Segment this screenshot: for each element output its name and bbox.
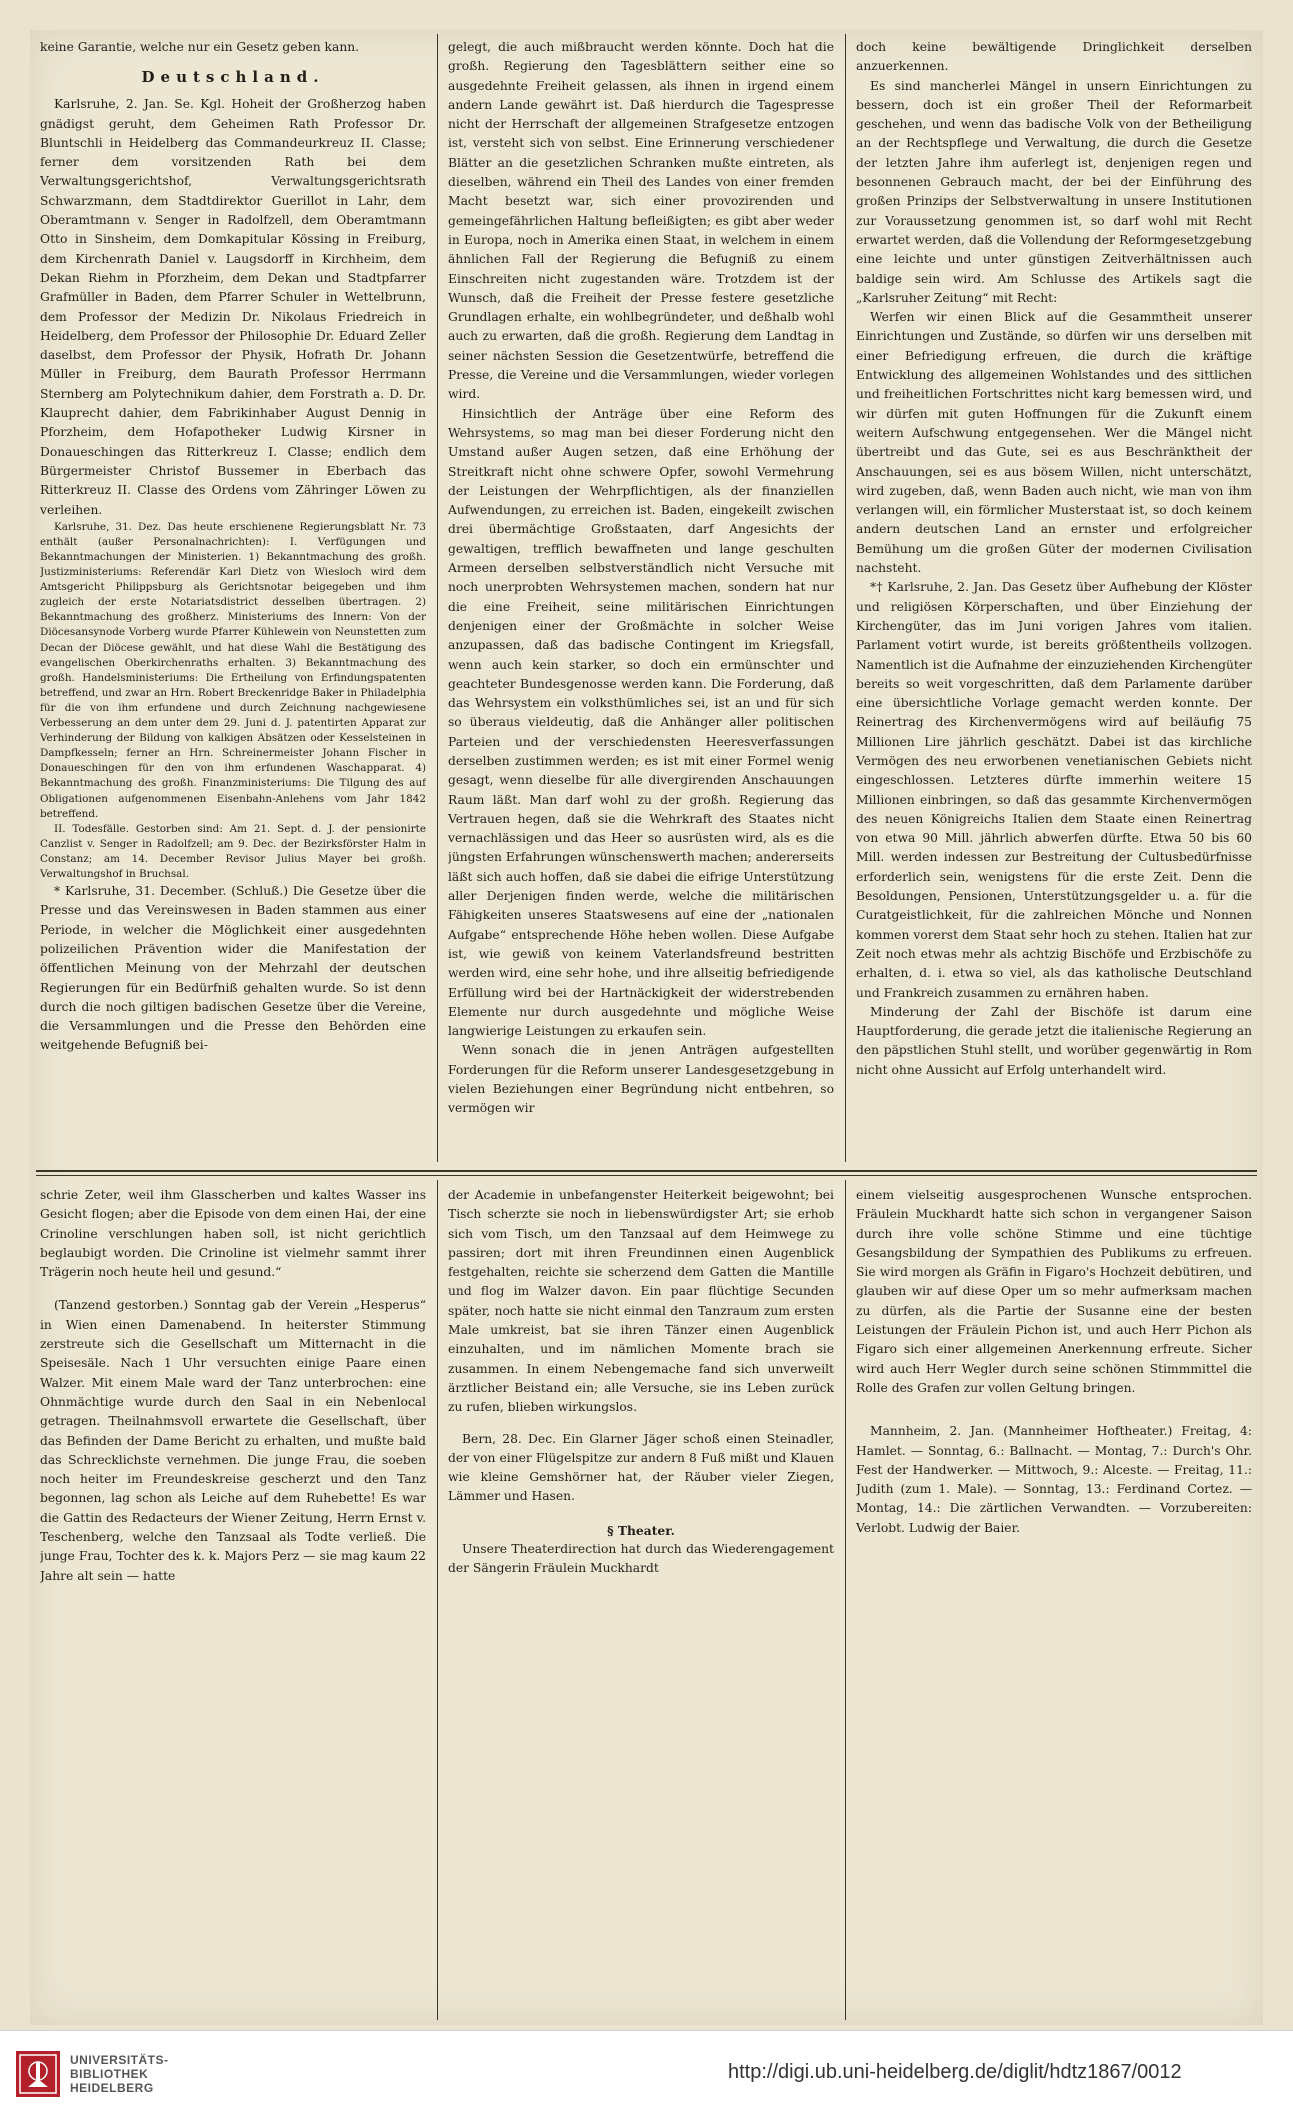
paragraph: Minderung der Zahl der Bischöfe ist darum eine Hauptforderung, die gerade jetzt die italienische Regierung an den päpstlichen Stuhl stellt, und worüber gegenwärtig in Rom nicht ohne Aussicht auf Erfolg unterhandelt wird. [856,1004,1252,1077]
paragraph: Hinsichtlich der Anträge über eine Reform des Wehrsystems, so mag man bei dieser Forderung nicht den Umstand außer Augen setzen, daß eine Erhöhung der Streitkraft nicht ohne schwere Opfer, sowohl Vermehrung der Leistungen der Wehrpflichtigen, als der finanziellen Aufwendungen, zu erreichen ist. Baden, eingekeilt zwischen drei übermächtige Großstaaten, darf Angesichts der gewaltigen, trefflich bewaffneten und lange geschulten Armeen derselben selbstverständlich nicht Versuche mit noch unerprobten Wehrsystemen machen, sondern hat nur die eine Freiheit, seine militärischen Einrichtungen denjenigen einer der Großmächte in solcher Weise anzupassen, daß das badische Contingent im Kriegsfall, wenn auch kein starker, so doch ein ermünschter und geachteter Bundesgenosse werden kann. Die Forderung, daß das Wehrsystem ein volksthümliches sei, ist an und für sich so überaus vieldeutig, daß die Anhänger aller politischen Parteien und der verschiedensten Heeresverfassungen derselben zustimmen werden; es ist mit einer Formel wenig gesagt, wenn dieselbe für alle divergirenden Anschauungen Raum läßt. Man darf wohl zu der großh. Regierung das Vertrauen hegen, daß sie die Wehrkraft des Staates nicht vernachlässigen und das Heer so ausrüsten wird, als es die jüngsten Erfahrungen wünschenswerth machen; andererseits läßt sich auch hoffen, daß sie dabei die eifrige Unterstützung aller Derjenigen finden werde, welche die militärischen Fähigkeiten unseres Staatswesens auf eine der „nationalen Aufgabe“ entsprechende Höhe heben wollen. Diese Aufgabe ist, wie gewiß von keinem Vaterlandsfreund bestritten werden wird, eine sehr hohe, und ihre allseitig befriedigende Erfüllung wird bei der Hartnäckigkeit der widerstrebenden Elemente nur durch ausgedehnte und mögliche Weise langwierige Leistungen zu erkaufen sein. [448,406,834,1039]
paragraph: einem vielseitig ausgesprochenen Wunsche entsprochen. Fräulein Muckhardt hatte sich schon in vergangener Saison durch ihre volle schöne Stimme und eine tüchtige Gesangsbildung der Sympathien des Publikums zu erfreuen. Sie wird morgen als Gräfin in Figaro's Hochzeit debütiren, und glauben wir auf diese Oper um so mehr aufmerksam machen zu dürfen, als die Partie der Susanne eine der besten Leistungen der Fräulein Pichon ist, und auch Herr Pichon als Figaro sich einer allgemeinen Anerkennung erfreute. Sicher wird auch Herr Wegler durch seine schönen Stimmmittel die Rolle des Grafen zur vollen Geltung bringen. [856,1188,1252,1395]
newspaper-page [30,30,1263,2025]
source-url[interactable]: http://digi.ub.uni-heidelberg.de/diglit/hdtz1867/0012 [728,2061,1182,2083]
column-divider [437,1180,438,2020]
paragraph: schrie Zeter, weil ihm Glasscherben und kaltes Wasser ins Gesicht flogen; aber die Episode von dem einen Hai, der eine Crinoline verschlungen haben soll, ist nicht gerichtlich beglaubigt worden. Die Crinoline ist vielmehr sammt ihrer Trägerin noch heute heil und gesund.“ [40,1188,426,1280]
column-3 [856,38,1252,1160]
section-heading: Deutschland. [141,68,325,87]
paragraph: der Academie in unbefangenster Heiterkeit beigewohnt; bei Tisch scherzte sie noch in liebenswürdigster Art; sie erhob sich vom Tisch, um den Tanzsaal auf dem Heimwege zu passiren; dort mit ihren Freundinnen einen Augenblick festgehalten, reichte sie scherzend dem Gatten die Mantille und flog im Walzer davon. Ein paar flüchtige Secunden später, noch hatte sie nicht einmal den Tanzraum zum ersten Male umkreist, bat sie ihren Tänzer einen Augenblick einzuhalten, und im nämlichen Momente brach sie zusammen. In einem Nebengemache fand sich unverweilt ärztlicher Beistand ein; alle Versuche, sie ins Leben zurück zu rufen, blieben wirkungslos. [448,1188,834,1415]
paragraph: Wenn sonach die in jenen Anträgen aufgestellten Forderungen für die Reform unserer Landesgesetzgebung in vielen Beziehungen einer Begründung nicht entbehren, so vermögen wir [448,1043,834,1116]
column-1 [40,38,426,1160]
paragraph: Karlsruhe, 2. Jan. Se. Kgl. Hoheit der Großherzog haben gnädigst geruht, dem Geheimen Rath Professor Dr. Bluntschli in Heidelberg das Commandeurkreuz II. Classe; ferner dem vorsitzenden Rath bei dem Verwaltungsgerichtshof, Verwaltungsgerichtsrath Schwarzmann, dem Stadtdirektor Guerillot in Lahr, dem Oberamtmann v. Senger in Radolfzell, dem Oberamtmann Otto in Sinsheim, dem Domkapitular Kössing in Freiburg, dem Kirchenrath Daniel v. Laugsdorff in Kirchheim, dem Dekan Riehm in Pforzheim, dem Dekan und Stadtpfarrer Grafmüller in Baden, dem Pfarrer Schuler in Wettelbrunn, dem Professor der Medizin Dr. Nikolaus Friedreich in Heidelberg, dem Professor der Philosophie Dr. Eduard Zeller daselbst, dem Professor der Physik, Hofrath Dr. Johann Müller in Freiburg, dem Baurath Professor Herrmann Sternberg am Polytechnikum dahier, dem Forstrath a. D. Dr. Klauprecht dahier, dem Fabrikinhaber August Dennig in Pforzheim, dem Hofapotheker Ludwig Kirsner in Donaueschingen das Ritterkreuz I. Classe; endlich dem Bürgermeister Christof Bussemer in Eberbach das Ritterkreuz II. Classe des Ordens vom Zähringer Löwen zu verleihen. [40,97,426,517]
paragraph: * Karlsruhe, 31. December. (Schluß.) Die Gesetze über die Presse und das Vereinswesen in Baden stammen aus einer Periode, in welcher die Möglichkeit einer ausgedehnten polizeilichen Prävention wider die Manifestation der öffentlichen Meinung von der Mehrzahl der deutschen Regierungen für ein Bedürfniß gehalten wurde. So ist denn durch die noch giltigen badischen Gesetze über die Vereine, die Versammlungen und die Presse den Behörden eine weitgehende Befugniß bei- [40,884,426,1053]
column-divider [845,1180,846,2020]
column-4 [40,1186,426,2018]
university-seal-icon [14,2049,62,2099]
feuilleton-rule [36,1175,1257,1176]
column-5 [448,1186,834,2018]
paragraph: Es sind mancherlei Mängel in unsern Einrichtungen zu bessern, doch ist ein großer Theil der Reformarbeit geschehen, und wenn das badische Volk von der Betheiligung an der Rechtspflege und Verwaltung, die durch die Gesetze der letzten Jahre ihm auferlegt ist, denjenigen regen und besonnenen Gebrauch macht, der bei der Einführung des großen Prinzips der Selbstverwaltung in unsere Institutionen zur Voraussetzung genommen ist, so darf wohl mit Recht erwartet werden, daß die Vollendung der Reformgesetzgebung eine leichte und unter günstigen Zeitverhältnissen auch baldige sein wird. Am Schlusse des Artikels sagt die „Karlsruher Zeitung“ mit Recht: [856,78,1252,305]
paragraph-small: Karlsruhe, 31. Dez. Das heute erschienene Regierungsblatt Nr. 73 enthält (außer Personalnachrichten): I. Verfügungen und Bekanntmachungen der Ministerien. 1) Bekanntmachung des großh. Justizministeriums: Referendär Karl Dietz von Wiesloch wird dem Amtsgericht Philippsburg als Gerichtsnotar beigegeben und ihm zugleich der erste Notariatsdistrict desselben übertragen. 2) Bekanntmachung des großherz. Ministeriums des Innern: Von der Diöcesansynode Vorberg wurde Pfarrer Kühlewein von Neunstetten zum Decan der Diöcese gewählt, und hat diese Wahl die Bestätigung des evangelischen Oberkirchenraths erhalten. 3) Bekanntmachung des großh. Handelsministeriums: Die Ertheilung von Erfindungspatenten betreffend, und zwar an Hrn. Robert Breckenridge Baker in Philadelphia für die von ihm erfundene und durch Zeichnung nachgewiesene Verbesserung an dem unter dem 29. Juni d. J. patentirten Apparat zur Verhinderung der Bildung von kalkigen Absätzen oder Kesselsteinen in Dampfkesseln; ferner an Hrn. Schreinermeister Johann Fischer in Donaueschingen für den von ihm erfundenen Waschapparat. 4) Bekanntmachung des großh. Finanzministeriums: Die Tilgung des auf Obligationen aufgenommenen Eisenbahn-Anlehens vom Jahr 1842 betreffend. [40,520,426,820]
paragraph: keine Garantie, welche nur ein Gesetz geben kann. [40,40,360,54]
library-footer [0,2030,1293,2115]
column-6 [856,1186,1252,2018]
column-2 [448,38,834,1160]
paragraph: Werfen wir einen Blick auf die Gesammtheit unserer Einrichtungen und Zustände, so dürfen wir uns derselben mit einer Befriedigung erfreuen, die durch die kräftige Entwicklung des allgemeinen Wohlstandes und des sittlichen und freiheitlichen Fortschrittes nicht karg bemessen wird, und wir dürfen mit guten Hoffnungen für die Zukunft einem weitern Aufschwung entgegensehen. Wer die Mängel nicht übertreibt und das Gute, sei es aus Beschränktheit der Anschauungen, sei es aus bösem Willen, nicht unterschätzt, wird zugeben, daß, wenn Baden auch nicht, wie man von ihm verlangen will, ein förmlicher Musterstaat ist, so doch keinem andern deutschen Land an ernster und erfolgreicher Bemühung um die großen Güter der modernen Civilisation nachsteht. [856,310,1252,576]
paragraph-small: II. Todesfälle. Gestorben sind: Am 21. Sept. d. J. der pensionirte Canzlist v. Senger in Radolfzell; am 9. Dec. der Bezirksförster Halm in Constanz; am 14. December Revisor Julius Mayer bei großh. Verwaltungshof in Bruchsal. [40,822,426,880]
column-divider [437,34,438,1162]
feuilleton-rule [36,1170,1257,1172]
library-name [70,2053,169,2095]
paragraph: Bern, 28. Dec. Ein Glarner Jäger schoß einen Steinadler, der von einer Flügelspitze zur andern 8 Fuß mißt und Klauen wie kleine Gemshörner hat, der Räuber vieler Ziegen, Lämmer und Hasen. [448,1431,834,1504]
paragraph: Unsere Theaterdirection hat durch das Wiederengagement der Sängerin Fräulein Muckhardt [448,1542,834,1576]
paragraph: *† Karlsruhe, 2. Jan. Das Gesetz über Aufhebung der Klöster und religiösen Körperschaften, und über Einziehung der Kirchengüter, das im Juni vorigen Jahres vom italien. Parlament votirt wurde, ist bereits größtentheils vollzogen. Namentlich ist die Aufnahme der einzuziehenden Kirchengüter bereits so weit vorgeschritten, daß dem Parlamente darüber eine übersichtliche Vorlage gemacht werden konnte. Der Reinertrag des Kirchenvermögens wird auf beiläufig 75 Millionen Lire jährlich geschätzt. Dabei ist das kirchliche Vermögen des neu erworbenen venetianischen Gebiets nicht eingeschlossen. Letzteres dürfte immerhin weitere 15 Millionen einbringen, so daß das gesammte Kirchenvermögen des neuen Königreichs Italien dem Staate einen Reinertrag von etwa 90 Mill. jährlich abwerfen dürfte. Etwa 50 bis 60 Mill. werden indessen zur Bestreitung der Cultusbedürfnisse erforderlich sein, wenigstens für die erste Zeit. Denn die Besoldungen, Pensionen, Unterstützungsgelder u. a. für die Curatgeistlichkeit, für die zahlreichen Mönche und Nonnen kommen vorerst dem Staat sehr hoch zu stehen. Italien hat zur Zeit noch etwas mehr als achtzig Bischöfe und Erzbischöfe zu erhalten, d. i. etwa so viel, als das katholische Deutschland und Frankreich zusammen zu ernähren haben. [856,580,1252,1000]
section-heading: § Theater. [607,1522,675,1538]
paragraph: gelegt, die auch mißbraucht werden könnte. Doch hat die großh. Regierung den Tagesblättern seither eine so ausgedehnte Freiheit gelassen, als ihnen in irgend einem andern Lande gewährt ist. Daß hierdurch die Tagespresse nicht der Herrschaft der allgemeinen Strafgesetze entzogen ist, versteht sich von selbst. Eine Erinnerung verschiedener Blätter an die gesetzlichen Schranken mußte eintreten, als dieselben, während ein Theil des Landes von einer fremden Macht besetzt war, sich einer provozirenden und gemeingefährlichen Haltung befleißigten; es gibt aber weder in Europa, noch in Amerika einen Staat, in welchem in einem ähnlichen Fall der Regierung die Befugniß zu einem Einschreiten nicht zugestanden wäre. Trotzdem ist der Wunsch, daß die Freiheit der Presse festere gesetzliche Grundlagen erhalte, ein wohlbegründeter, und deßhalb wohl auch zu erwarten, daß die großh. Regierung dem Landtag in seiner nächsten Session die Gesetzentwürfe, betreffend die Presse, die Vereine und die Versammlungen, wieder vorlegen wird. [448,40,834,402]
paragraph: (Tanzend gestorben.) Sonntag gab der Verein „Hesperus“ in Wien einen Damenabend. In heiterster Stimmung zerstreute sich die Gesellschaft um Mitternacht in die Speisesäle. Nach 1 Uhr versuchten einige Paare einen Walzer. Mit einem Male ward der Tanz unterbrochen: eine Ohnmächtige wurde durch den Saal in ein Nebenlocal getragen. Theilnahmsvoll erwartete die Gesellschaft, über das Befinden der Dame Bericht zu erhalten, und mußte bald das Schrecklichste vernehmen. Die junge Frau, die soeben noch heiter im Freundeskreise gescherzt und den Tanz begonnen, lag schon als Leiche auf dem Ruhebette! Es war die Gattin des Redacteurs der Wiener Zeitung, Herrn Ernst v. Teschenberg, welche den Tanzsaal als Todte verließ. Die junge Frau, Tochter des k. k. Majors Perz — sie mag kaum 22 Jahre alt sein — hatte [40,1298,426,1583]
paragraph: doch keine bewältigende Dringlichkeit derselben anzuerkennen. [856,40,1252,74]
library-name-line: HEIDELBERG [70,2081,154,2095]
column-divider [845,34,846,1162]
library-name-line: UNIVERSITÄTS- [70,2053,169,2067]
paragraph: Mannheim, 2. Jan. (Mannheimer Hoftheater.) Freitag, 4: Hamlet. — Sonntag, 6.: Ballnacht. — Montag, 7.: Durch's Ohr. Fest der Handwerker. — Mittwoch, 9.: Alceste. — Freitag, 11.: Judith (zum 1. Male). — Sonntag, 13.: Ferdinand Cortez. — Montag, 14.: Die zärtlichen Verwandten. — Vorzubereiten: Verlobt. Ludwig der Baier. [856,1424,1252,1535]
library-name-line: BIBLIOTHEK [70,2067,149,2081]
